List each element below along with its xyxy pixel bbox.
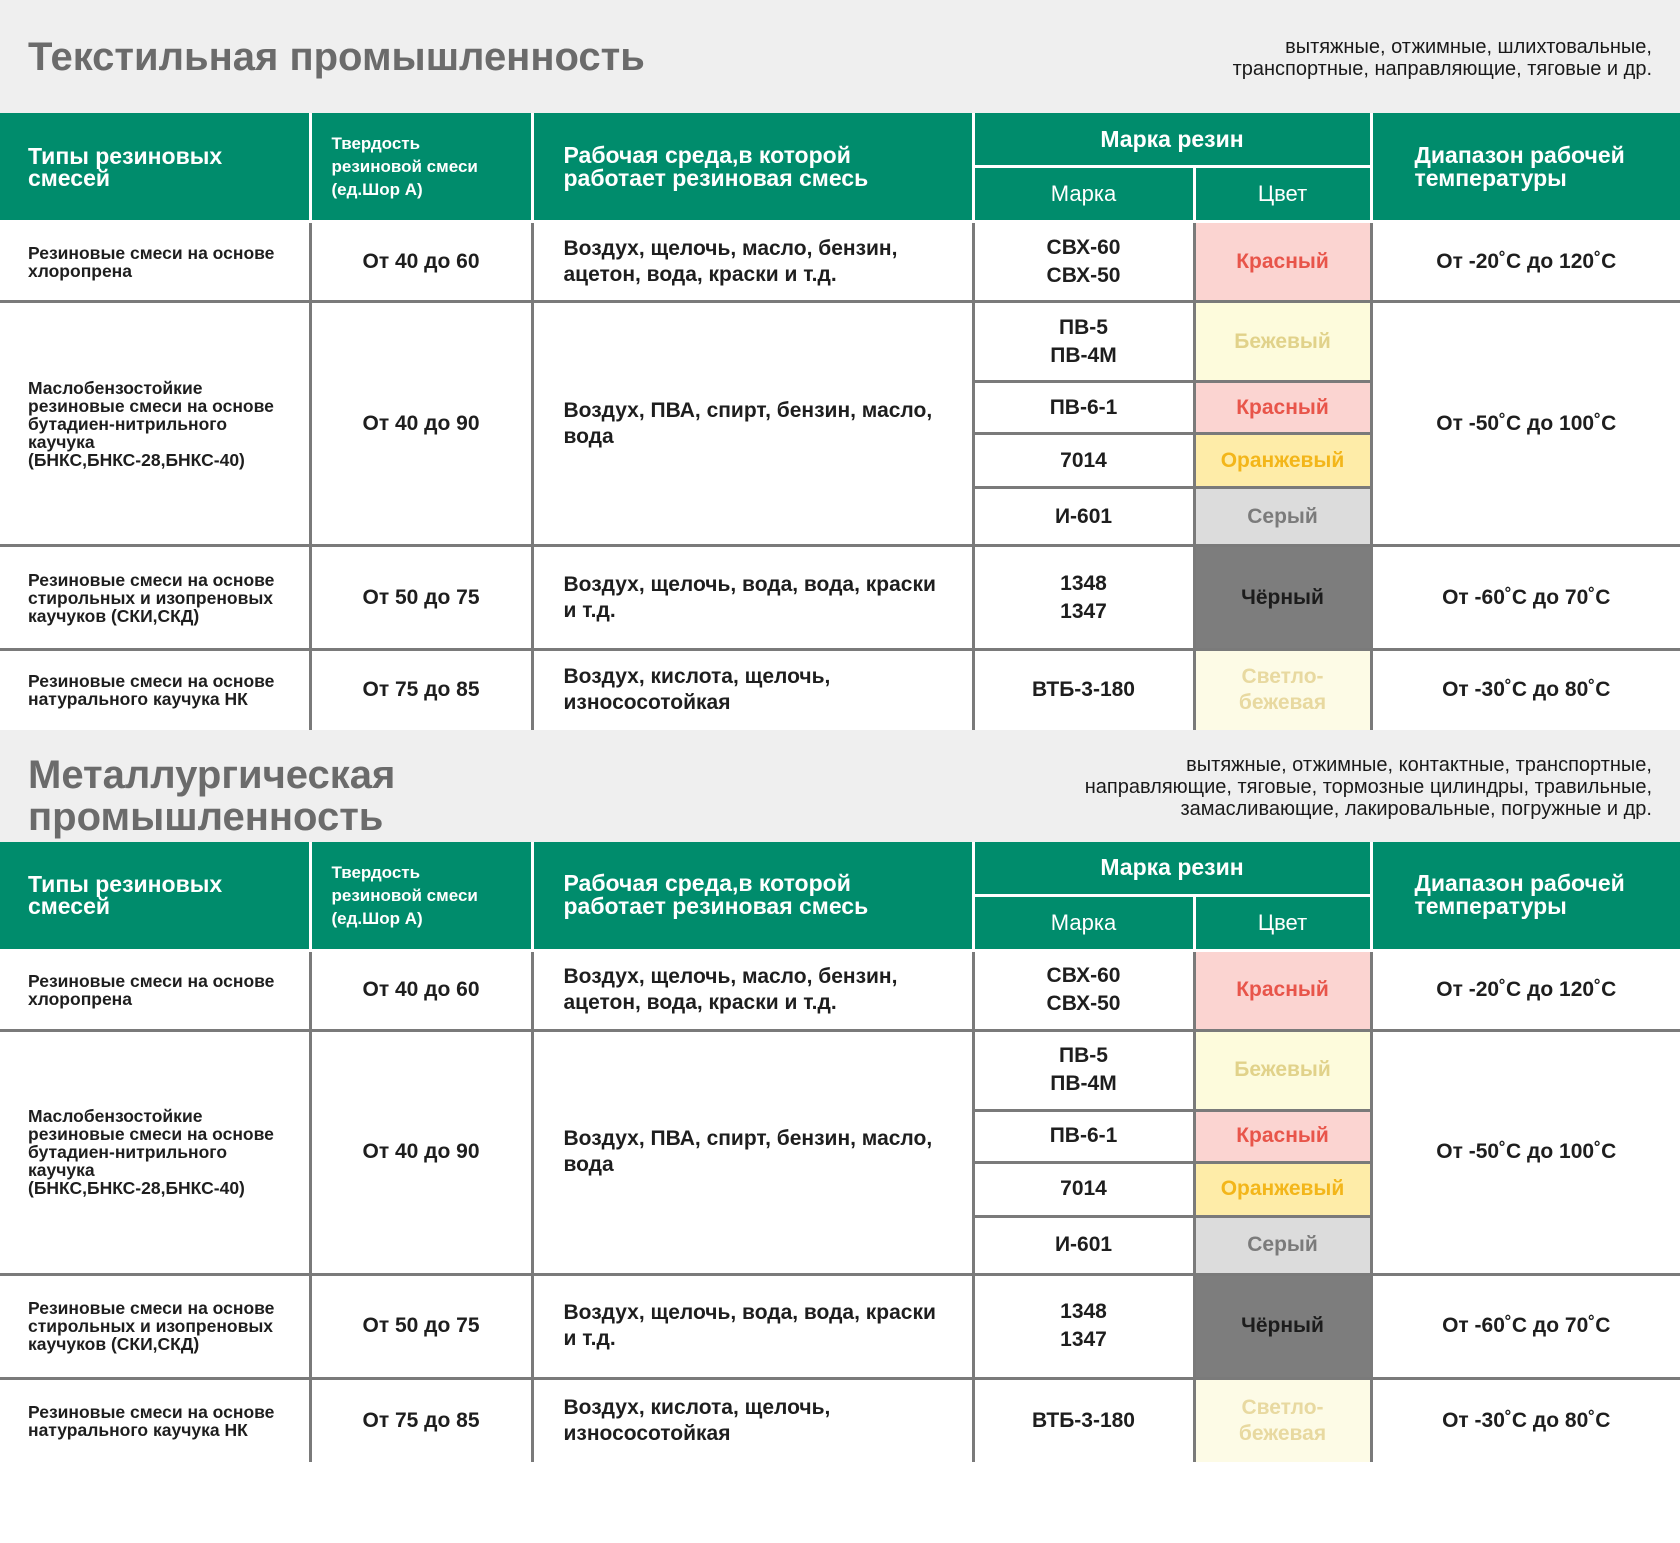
header-temperature: Диапазон рабочей температуры bbox=[1371, 842, 1680, 951]
brand-cell bbox=[973, 1378, 1194, 1462]
table-row bbox=[0, 222, 1680, 302]
rubber-type-cell: Резиновые смеси на основе стирольных и изопреновых каучуков (СКИ,СКД) bbox=[0, 1274, 310, 1378]
brand-cell bbox=[973, 1274, 1194, 1378]
cell-line: ВТБ-3-180 bbox=[1032, 1408, 1135, 1432]
environment-cell: Воздух, щелочь, масло, бензин, ацетон, вода, краски и т.д. bbox=[532, 222, 973, 302]
cell-line: ВТБ-3-180 bbox=[1032, 678, 1135, 702]
cell-line: 1347 bbox=[1060, 1328, 1107, 1351]
cell-line: Оранжевый bbox=[1220, 448, 1345, 472]
color-cell bbox=[1194, 1030, 1371, 1110]
header-color: Цвет bbox=[1194, 167, 1371, 222]
brand-cell bbox=[973, 302, 1194, 382]
table-body bbox=[0, 222, 1680, 730]
color-cell bbox=[1194, 546, 1371, 650]
cell-line: Серый bbox=[1247, 1233, 1318, 1256]
temperature-cell: От -50˚С до 100˚С bbox=[1371, 1030, 1680, 1274]
cell-line: 1347 bbox=[1060, 599, 1107, 623]
description-line: направляющие, тяговые, тормозные цилиндры, травильные, bbox=[1084, 775, 1652, 798]
header-brand: Марка bbox=[973, 895, 1194, 950]
header-environment: Рабочая среда,в которой работает резиновая смесь bbox=[532, 113, 973, 222]
cell-line: Красный bbox=[1236, 395, 1329, 419]
description-line: транспортные, направляющие, тяговые и др. bbox=[1232, 58, 1652, 80]
header-types: Типы резиновых смесей bbox=[0, 113, 310, 222]
hardness-cell: От 75 до 85 bbox=[310, 1378, 532, 1462]
header-hardness: Твердость резиновой смеси (ед.Шор А) bbox=[310, 842, 532, 951]
title-line: Металлургическая bbox=[28, 752, 396, 797]
environment-cell: Воздух, ПВА, спирт, бензин, масло, вода bbox=[532, 1030, 973, 1274]
cell-line: СВХ-50 bbox=[1046, 992, 1121, 1015]
temperature-cell: От -30˚С до 80˚С bbox=[1371, 1378, 1680, 1462]
cell-line: ПВ-4М bbox=[1050, 1072, 1117, 1095]
color-cell bbox=[1194, 1110, 1371, 1162]
rubber-type-cell: Маслобензостойкие резиновые смеси на основе бутадиен-нитрильного каучука (БНКС,БНКС-28,БНКС-40) bbox=[0, 1030, 310, 1274]
header-types: Типы резиновых смесей bbox=[0, 842, 310, 951]
description-line: вытяжные, отжимные, шлихтовальные, bbox=[1285, 36, 1652, 58]
color-cell bbox=[1194, 382, 1371, 434]
section-textile bbox=[0, 0, 1680, 730]
hardness-cell: От 50 до 75 bbox=[310, 546, 532, 650]
color-cell bbox=[1194, 1274, 1371, 1378]
header-temperature: Диапазон рабочей температуры bbox=[1371, 113, 1680, 222]
temperature-cell: От -30˚С до 80˚С bbox=[1371, 650, 1680, 730]
brand-cell bbox=[973, 1162, 1194, 1216]
cell-line: ПВ-6-1 bbox=[1049, 1124, 1118, 1147]
cell-line: Красный bbox=[1236, 978, 1329, 1001]
brand-cell bbox=[973, 222, 1194, 302]
cell-line: ПВ-6-1 bbox=[1049, 395, 1118, 419]
rubber-type-cell: Резиновые смеси на основе хлоропрена bbox=[0, 222, 310, 302]
section-title: Текстильная промышленность bbox=[28, 35, 645, 79]
rubber-type-cell: Резиновые смеси на основе натурального каучука НК bbox=[0, 650, 310, 730]
cell-line: бежевая bbox=[1238, 691, 1327, 715]
color-cell bbox=[1194, 434, 1371, 488]
temperature-cell: От -20˚С до 120˚С bbox=[1371, 950, 1680, 1030]
cell-line: Красный bbox=[1236, 1124, 1329, 1147]
brand-cell bbox=[973, 950, 1194, 1030]
cell-line: Светло- bbox=[1241, 665, 1324, 689]
temperature-cell: От -60˚С до 70˚С bbox=[1371, 1274, 1680, 1378]
section-metallurgy bbox=[0, 730, 1680, 1463]
section-header bbox=[0, 0, 1680, 113]
brand-cell bbox=[973, 488, 1194, 546]
cell-line: 7014 bbox=[1060, 448, 1107, 472]
section-header bbox=[0, 730, 1680, 842]
header-brand-group: Марка резин bbox=[973, 113, 1371, 167]
color-cell bbox=[1194, 950, 1371, 1030]
rubber-type-cell: Маслобензостойкие резиновые смеси на основе бутадиен-нитрильного каучука (БНКС,БНКС-28,БНКС-40) bbox=[0, 302, 310, 546]
temperature-cell: От -50˚С до 100˚С bbox=[1371, 302, 1680, 546]
title-line: промышленность bbox=[28, 794, 384, 839]
rubber-type-cell: Резиновые смеси на основе стирольных и изопреновых каучуков (СКИ,СКД) bbox=[0, 546, 310, 650]
hardness-cell: От 40 до 90 bbox=[310, 1030, 532, 1274]
brand-cell bbox=[973, 1216, 1194, 1274]
cell-line: Светло- bbox=[1241, 1395, 1324, 1419]
cell-line: СВХ-60 bbox=[1046, 964, 1121, 987]
section-description bbox=[1085, 754, 1652, 820]
color-cell bbox=[1194, 488, 1371, 546]
description-line: вытяжные, отжимные, контактные, транспортные, bbox=[1186, 753, 1652, 776]
environment-cell: Воздух, кислота, щелочь, износосотойкая bbox=[532, 1378, 973, 1462]
table-row bbox=[0, 650, 1680, 730]
hardness-cell: От 40 до 60 bbox=[310, 222, 532, 302]
cell-line: Чёрный bbox=[1241, 1314, 1324, 1337]
environment-cell: Воздух, щелочь, вода, вода, краски и т.д. bbox=[532, 546, 973, 650]
brand-cell bbox=[973, 382, 1194, 434]
environment-cell: Воздух, ПВА, спирт, бензин, масло, вода bbox=[532, 302, 973, 546]
cell-line: СВХ-60 bbox=[1046, 235, 1121, 259]
description-line: замасливающие, лакировальные, погружные и др. bbox=[1180, 797, 1652, 820]
cell-line: 7014 bbox=[1060, 1177, 1107, 1200]
color-cell bbox=[1194, 1378, 1371, 1462]
table-header bbox=[0, 842, 1680, 951]
environment-cell: Воздух, щелочь, масло, бензин, ацетон, вода, краски и т.д. bbox=[532, 950, 973, 1030]
color-cell bbox=[1194, 650, 1371, 730]
table-body bbox=[0, 950, 1680, 1462]
rubber-table bbox=[0, 842, 1680, 1463]
rubber-type-cell: Резиновые смеси на основе хлоропрена bbox=[0, 950, 310, 1030]
color-cell bbox=[1194, 1216, 1371, 1274]
cell-line: Бежевый bbox=[1234, 1058, 1331, 1081]
rubber-type-cell: Резиновые смеси на основе натурального каучука НК bbox=[0, 1378, 310, 1462]
cell-line: СВХ-50 bbox=[1046, 263, 1121, 287]
environment-cell: Воздух, кислота, щелочь, износосотойкая bbox=[532, 650, 973, 730]
table-row bbox=[0, 950, 1680, 1030]
header-hardness: Твердость резиновой смеси (ед.Шор А) bbox=[310, 113, 532, 222]
brand-cell bbox=[973, 546, 1194, 650]
cell-line: 1348 bbox=[1060, 571, 1107, 595]
temperature-cell: От -60˚С до 70˚С bbox=[1371, 546, 1680, 650]
table-row bbox=[0, 1274, 1680, 1378]
hardness-cell: От 50 до 75 bbox=[310, 1274, 532, 1378]
header-color: Цвет bbox=[1194, 895, 1371, 950]
cell-line: ПВ-4М bbox=[1050, 343, 1117, 367]
cell-line: И-601 bbox=[1054, 504, 1113, 528]
color-cell bbox=[1194, 1162, 1371, 1216]
table-row bbox=[0, 302, 1680, 382]
brand-cell bbox=[973, 1030, 1194, 1110]
table-row bbox=[0, 1378, 1680, 1462]
temperature-cell: От -20˚С до 120˚С bbox=[1371, 222, 1680, 302]
table-header bbox=[0, 113, 1680, 222]
environment-cell: Воздух, щелочь, вода, вода, краски и т.д. bbox=[532, 1274, 973, 1378]
hardness-cell: От 40 до 90 bbox=[310, 302, 532, 546]
cell-line: бежевая bbox=[1238, 1421, 1327, 1445]
cell-line: Чёрный bbox=[1241, 585, 1324, 609]
cell-line: Серый bbox=[1247, 504, 1318, 528]
section-title bbox=[28, 754, 395, 838]
cell-line: Бежевый bbox=[1234, 329, 1331, 353]
cell-line: ПВ-5 bbox=[1059, 1044, 1108, 1067]
cell-line: Красный bbox=[1236, 249, 1329, 273]
color-cell bbox=[1194, 302, 1371, 382]
cell-line: И-601 bbox=[1054, 1233, 1113, 1256]
brand-cell bbox=[973, 1110, 1194, 1162]
header-environment: Рабочая среда,в которой работает резиновая смесь bbox=[532, 842, 973, 951]
header-brand-group: Марка резин bbox=[973, 842, 1371, 896]
color-cell bbox=[1194, 222, 1371, 302]
rubber-table bbox=[0, 113, 1680, 730]
hardness-cell: От 40 до 60 bbox=[310, 950, 532, 1030]
cell-line: ПВ-5 bbox=[1059, 315, 1108, 339]
header-brand: Марка bbox=[973, 167, 1194, 222]
cell-line: Оранжевый bbox=[1220, 1177, 1345, 1200]
table-row bbox=[0, 1030, 1680, 1110]
hardness-cell: От 75 до 85 bbox=[310, 650, 532, 730]
section-description bbox=[1233, 36, 1652, 80]
brand-cell bbox=[973, 434, 1194, 488]
brand-cell bbox=[973, 650, 1194, 730]
cell-line: 1348 bbox=[1060, 1300, 1107, 1323]
table-row bbox=[0, 546, 1680, 650]
